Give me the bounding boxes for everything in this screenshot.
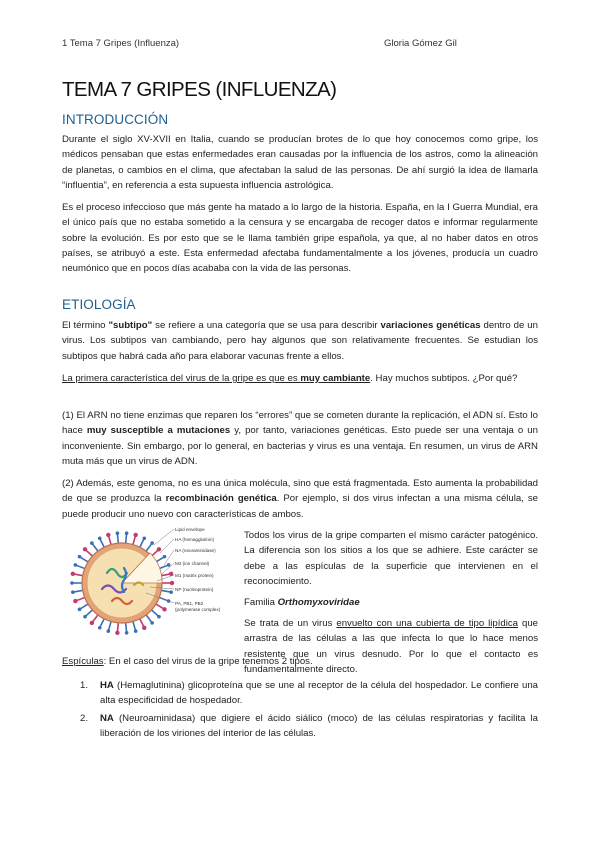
heading-introduccion: INTRODUCCIÓN	[62, 112, 169, 127]
ha-spike-head	[169, 590, 173, 594]
ha-spike-head	[125, 531, 129, 535]
na-spike-head	[71, 572, 75, 576]
ha-spike-head	[142, 536, 146, 540]
na-spike-head	[142, 626, 146, 630]
na-spike-head	[90, 621, 94, 625]
ha-spike-head	[163, 555, 167, 559]
ha-spike-head	[116, 531, 120, 535]
label-na: NA (neuraminidase)	[175, 548, 216, 553]
label-polymerase-complex: (polymerase complex)	[175, 607, 221, 612]
na-spike-head	[73, 599, 77, 603]
etiologia-paragraph-6: Se trata de un virus envuelto con una cubierta de tipo lipídica que arrastra de las células a las que infecta lo que lo hace menos resistente que un virus desnudo. Por lo que el contacto es fundamentalmente directo.	[244, 618, 539, 675]
list-item: 2. NA (Neuroaminidasa) que digiere el ácido siálico (moco) de las células respiratorias y facilita la liberación de los viriones del interior de las células.	[80, 712, 538, 739]
ha-spike-head	[98, 626, 102, 630]
ha-spike-head	[98, 536, 102, 540]
na-spike-head	[133, 533, 137, 537]
ha-spike-head	[167, 563, 171, 567]
ha-spike-head	[83, 615, 87, 619]
etiologia-paragraph-5: Todos los virus de la gripe comparten el mismo carácter patogénico. La diferencia son los sitios a los que se adhiere. Este carácter se debe a las espículas de la superficie que intervienen en el reconocimiento.	[244, 530, 538, 587]
virus-diagram-svg	[62, 523, 232, 641]
header-author: Gloria Gómez Gil	[384, 38, 457, 49]
header-left: 1 Tema 7 Gripes (Influenza)	[62, 38, 180, 49]
ha-spike-head	[71, 590, 75, 594]
etiologia-paragraph-2: La primera característica del virus de la gripe es que es muy cambiante. Hay muchos subtipos. ¿Por qué?	[62, 373, 518, 384]
na-spike-head	[83, 547, 87, 551]
espiculas-line: Espículas: En el caso del virus de la gripe tenemos 2 tipos.	[62, 656, 313, 667]
etiologia-paragraph-3: (1) El ARN no tiene enzimas que reparen los “errores” que se cometen durante la replicación, el ADN sí. Esto lo hace muy susceptible a mutaciones y, por tanto, variaciones genéticas. Esto puede ser una ventaja o un inconveniente. Sin embargo, por lo general, en bacterias y virus es una ventaja. En resumen, un virus de ARN muta más que un virus de ADN.	[62, 410, 538, 467]
na-spike-head	[162, 607, 166, 611]
label-polymerase: PA, PB1, PB2	[175, 601, 204, 606]
familia-line: Familia Orthomyxoviridae	[244, 597, 360, 608]
intro-paragraph-2: Es el proceso infeccioso que más gente ha matado a lo largo de la historia. España, en la I Guerra Mundial, era el único país que no estaba sometido a la censura y se encargaba de recoger datos e informar regularmente sobre la evolución. Es por esto que se le llama también gripe española, ya que, al no haber datos en otros países, se atribuyó a este. Esta enfermedad afectaba fundamentalmente a los jóvenes, producía un cuadro neumónico que en pocos días acababa con la vida de las personas.	[62, 202, 538, 275]
ha-spike-head	[107, 629, 111, 633]
label-m2: M2 (ion channel)	[175, 561, 210, 566]
ha-spike-head	[78, 555, 82, 559]
ha-spike-head	[74, 563, 78, 567]
na-spike-head	[115, 631, 119, 635]
ha-spike-head	[157, 615, 161, 619]
virus-diagram	[62, 523, 232, 641]
na-spike-head	[170, 581, 174, 585]
ha-spike-head	[125, 631, 129, 635]
label-lipid-envelope: Lipid envelope	[175, 527, 205, 532]
ha-spike-head	[70, 581, 74, 585]
ha-spike-head	[90, 541, 94, 545]
label-m1: M1 (matrix protein)	[175, 573, 214, 578]
label-np: NP (nucleoprotein)	[175, 587, 214, 592]
na-spike-head	[106, 533, 110, 537]
ha-spike-head	[150, 621, 154, 625]
ha-spike-head	[150, 541, 154, 545]
ha-spike-head	[134, 629, 138, 633]
list-item: 1. HA (Hemaglutinina) glicoproteína que se une al receptor de la célula del hospedador. Le confiere una alta especificidad de hospedador.	[80, 680, 538, 707]
label-ha: HA (hemagglutinin)	[175, 537, 215, 542]
espiculas-list	[62, 678, 538, 743]
etiologia-paragraph-4: (2) Además, este genoma, no es una única molécula, sino que está fragmentada. Esto aumenta la probabilidad de que se produzca la recombinación genética. Por ejemplo, si dos virus infectan a una misma célula, se puede producir uno nuevo con características de ambos.	[62, 478, 539, 520]
etiologia-paragraph-1: El término "subtipo" se refiere a una categoría que se usa para describir variaciones genéticas dentro de un virus. Los subtipos van cambiando, pero hay algunos que son relativamente frecuentes. Se estudian los subtipos que habrá cada año para elaborar vacunas frente a ellos.	[62, 320, 538, 362]
heading-etiologia: ETIOLOGÍA	[62, 297, 136, 312]
intro-paragraph-1: Durante el siglo XV-XVII en Italia, cuando se producían brotes de lo que hoy conocemos como gripe, los médicos pensaban que estas enfermedades eran causadas por la influencia de los astros, como la alineación de planetas, o cambios en el clima, que afectaban la salud de las personas. De ahí surgió la idea de llamarla “influentia”, en referencia a esta supuesta influencia astrológica.	[62, 134, 538, 191]
ha-spike-head	[78, 608, 82, 612]
na-spike-head	[157, 547, 161, 551]
page-title: TEMA 7 GRIPES (INFLUENZA)	[62, 78, 337, 101]
